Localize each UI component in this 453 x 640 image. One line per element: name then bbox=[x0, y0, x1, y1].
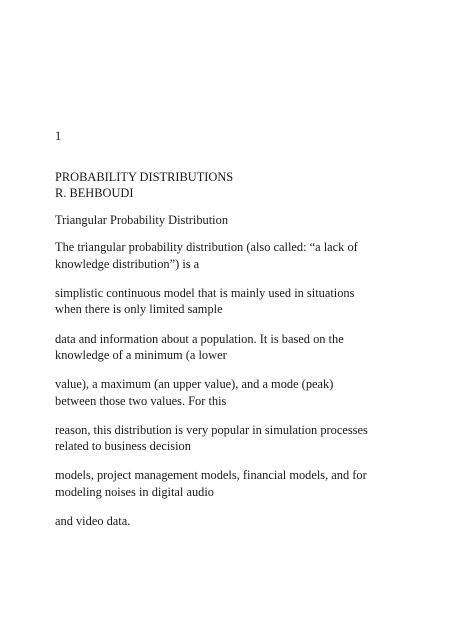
paragraph-3-line-2: knowledge of a minimum (a lower bbox=[55, 348, 227, 362]
paragraph-6-line-1: models, project management models, financial models, and for bbox=[55, 468, 367, 482]
paragraph-4-line-1: value), a maximum (an upper value), and a mode (peak) bbox=[55, 377, 334, 391]
document-title: PROBABILITY DISTRIBUTIONS bbox=[55, 170, 234, 184]
paragraph-5-line-2: related to business decision bbox=[55, 439, 191, 453]
author-name: R. BEHBOUDI bbox=[55, 186, 134, 200]
paragraph-1-line-2: knowledge distribution”) is a bbox=[55, 257, 200, 271]
paragraph-6-line-2: modeling noises in digital audio bbox=[55, 485, 214, 499]
paragraph-4-line-2: between those two values. For this bbox=[55, 394, 227, 408]
section-heading: Triangular Probability Distribution bbox=[55, 213, 229, 227]
paragraph-2-line-2: when there is only limited sample bbox=[55, 302, 223, 316]
paragraph-1-line-1: The triangular probability distribution (also called: “a lack of bbox=[55, 240, 358, 254]
page-number: 1 bbox=[55, 129, 62, 143]
paragraph-7-line-1: and video data. bbox=[55, 514, 131, 528]
paragraph-2-line-1: simplistic continuous model that is mainly used in situations bbox=[55, 286, 355, 300]
paragraph-3-line-1: data and information about a population. It is based on the bbox=[55, 332, 344, 346]
paragraph-5-line-1: reason, this distribution is very popular in simulation processes bbox=[55, 423, 368, 437]
